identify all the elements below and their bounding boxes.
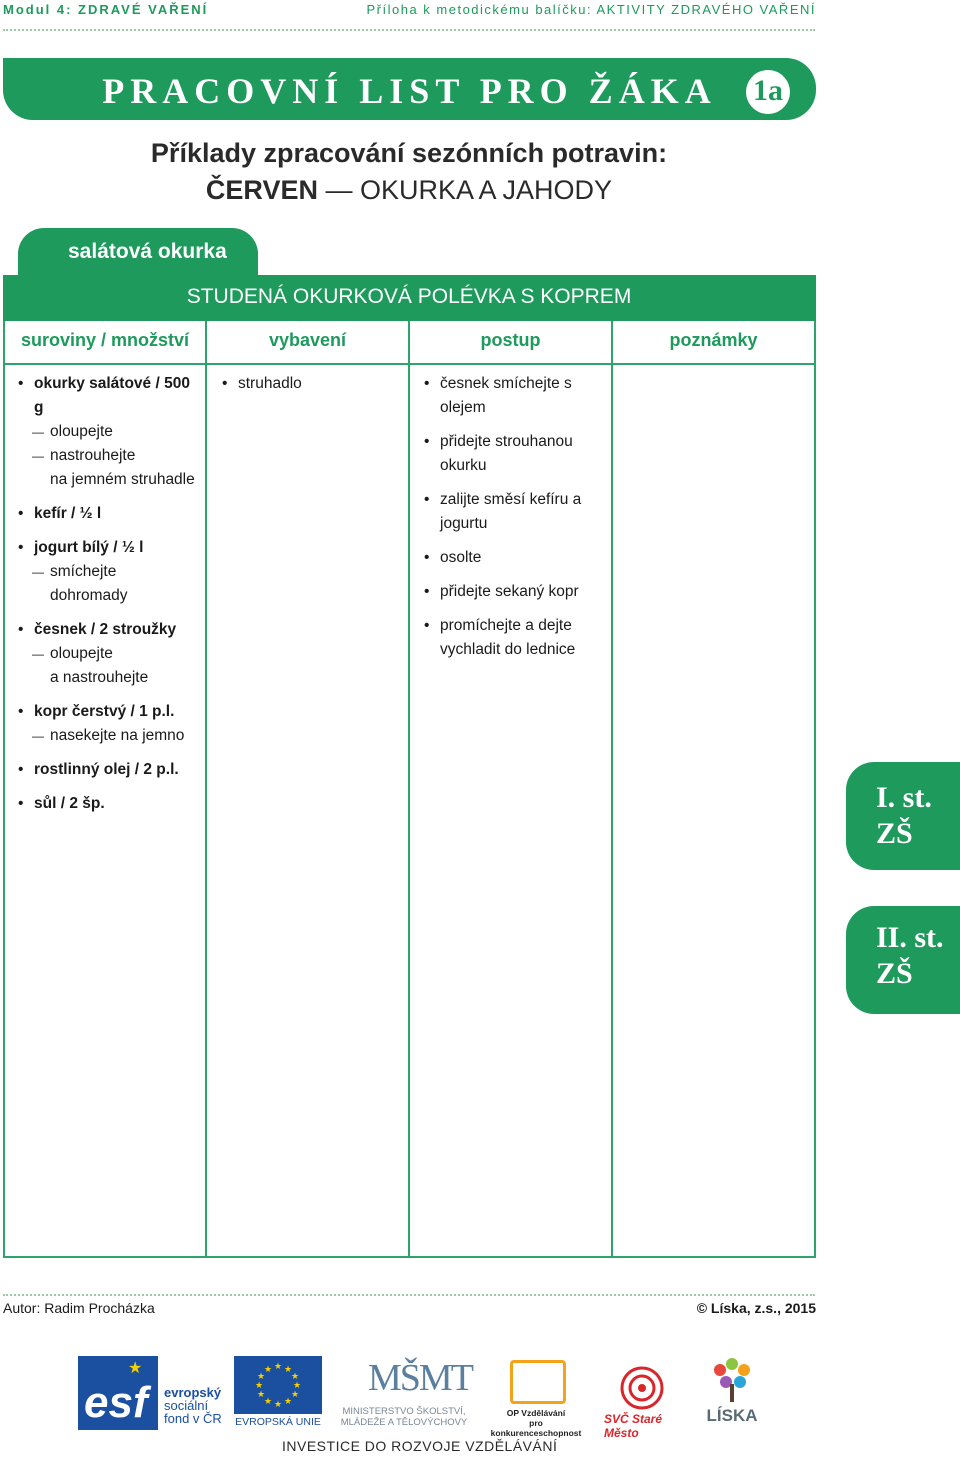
module-label: Modul 4: ZDRAVÉ VAŘENÍ	[3, 2, 209, 17]
step-text: zalijte směsí kefíru a jogurtu	[440, 491, 582, 532]
liska-label: LÍSKA	[706, 1406, 758, 1425]
author-credit: Autor: Radim Procházka	[3, 1300, 155, 1316]
ingredient-item	[18, 502, 198, 526]
op-line1: OP Vzdělávání	[506, 1408, 566, 1418]
spiral-icon	[612, 1362, 672, 1412]
worksheet-badge: 1a	[746, 70, 790, 114]
ingredient-instruction: na jemném struhadle	[50, 471, 195, 488]
attachment-label: Příloha k metodickému balíčku: AKTIVITY ZDRAVÉHO VAŘENÍ	[366, 2, 816, 17]
esf-logo	[78, 1356, 228, 1430]
equipment-name: struhadlo	[238, 375, 302, 392]
equipment-item	[222, 372, 402, 396]
eu-flag-icon	[234, 1356, 322, 1414]
ingredient-name: okurky salátové / 500 g	[34, 375, 190, 416]
column-header-notes: poznámky	[669, 330, 758, 350]
step-text: osolte	[440, 549, 482, 566]
ingredient-instruction: — smíchejte dohromady	[34, 560, 198, 608]
table-column-divider	[408, 321, 410, 1258]
msmt-logo	[328, 1356, 480, 1430]
ingredient-instruction: — nastrouhejte	[34, 444, 198, 468]
liska-tree-icon	[708, 1356, 756, 1402]
svg-text:★: ★	[283, 1365, 293, 1375]
svg-text:★: ★	[283, 1397, 293, 1407]
ingredient-name: česnek / 2 stroužky	[34, 621, 177, 638]
svg-text:★: ★	[254, 1381, 264, 1391]
step-text: promíchejte a dejte vychladit do lednice	[440, 617, 576, 658]
ingredient-instruction: — oloupejte	[34, 420, 198, 444]
level-1-line2: ZŠ	[876, 817, 913, 850]
ingredient-tab-label: salátová okurka	[68, 240, 227, 263]
step-item	[424, 372, 594, 420]
column-header-ingredients: suroviny / množství	[20, 330, 190, 350]
subtitle-line1: Příklady zpracování sezónních potravin:	[150, 138, 668, 168]
esf-text	[164, 1386, 222, 1425]
table-border-right	[814, 321, 816, 1258]
step-text: česnek smíchejte s olejem	[440, 375, 572, 416]
column-header-equipment: vybavení	[268, 330, 347, 350]
esf-mark	[78, 1356, 158, 1430]
footer-divider	[3, 1294, 815, 1296]
ingredient-name: jogurt bílý / ½ l	[34, 539, 144, 556]
op-text	[486, 1408, 586, 1438]
ingredient-item	[18, 618, 198, 690]
step-item	[424, 546, 594, 570]
subtitle-line2	[0, 175, 818, 206]
svg-text:★: ★	[263, 1397, 273, 1407]
ingredient-name: kopr čerstvý / 1 p.l.	[34, 703, 175, 720]
level-tab-1	[846, 762, 960, 870]
table-border-left	[3, 321, 5, 1258]
eu-logo	[234, 1356, 322, 1430]
liska-logo	[702, 1356, 762, 1430]
svg-text:★: ★	[292, 1381, 302, 1391]
ingredient-name: sůl / 2 šp.	[34, 795, 105, 812]
svg-text:★: ★	[290, 1372, 300, 1382]
svc-label: SVČ Staré Město	[604, 1412, 663, 1440]
svc-logo	[590, 1356, 700, 1440]
ingredient-instruction: — oloupejte	[34, 642, 198, 666]
svg-text:★: ★	[256, 1390, 266, 1400]
op-line2: pro konkurenceschopnost	[490, 1418, 582, 1438]
esf-line3: fond v ČR	[164, 1411, 222, 1426]
op-mark-icon	[510, 1360, 566, 1404]
subtitle-rest: — OKURKA A JAHODY	[317, 175, 613, 205]
table-column-divider	[205, 321, 207, 1258]
msmt-mark-icon: MŠMT	[368, 1357, 472, 1399]
step-item	[424, 614, 594, 662]
header-divider	[3, 29, 815, 31]
level-2-line1: II. st.	[876, 921, 944, 954]
table-column-divider	[611, 321, 613, 1258]
svg-text:★: ★	[290, 1390, 300, 1400]
ingredient-instruction: a nastrouhejte	[50, 669, 149, 686]
equipment-list	[222, 372, 402, 406]
ingredient-item	[18, 700, 198, 748]
steps-list	[424, 372, 594, 672]
ingredient-instruction: — nasekejte na jemno	[34, 724, 198, 748]
step-text: přidejte strouhanou okurku	[440, 433, 573, 474]
copyright: © Líska, z.s., 2015	[696, 1300, 816, 1316]
step-item	[424, 488, 594, 536]
esf-letters-icon: esf	[84, 1378, 148, 1427]
investice-slogan: INVESTICE DO ROZVOJE VZDĚLÁVÁNÍ	[282, 1438, 558, 1454]
subtitle-month: ČERVEN	[205, 175, 318, 205]
ingredient-name: rostlinný olej / 2 p.l.	[34, 761, 179, 778]
ingredient-item	[18, 536, 198, 608]
step-item	[424, 580, 594, 604]
worksheet-title: PRACOVNÍ LIST PRO ŽÁKA	[102, 71, 717, 111]
svg-text:★: ★	[256, 1372, 266, 1382]
esf-line1: evropský	[164, 1385, 222, 1400]
table-header-rule	[3, 363, 816, 365]
ingredient-item	[18, 792, 198, 816]
level-tab-2	[846, 906, 960, 1014]
svg-text:★: ★	[273, 1362, 283, 1372]
svg-text:★: ★	[273, 1400, 283, 1410]
msmt-line2: MLÁDEŽE A TĚLOVÝCHOVY	[340, 1417, 468, 1428]
column-header-steps: postup	[480, 330, 541, 350]
eu-label: EVROPSKÁ UNIE	[235, 1416, 321, 1428]
esf-line2: sociální	[164, 1398, 209, 1413]
ingredient-name: kefír / ½ l	[34, 505, 102, 522]
level-1-line1: I. st.	[876, 781, 932, 814]
eu-stars-icon	[234, 1356, 322, 1414]
ingredients-list	[18, 372, 198, 826]
ingredient-item	[18, 372, 198, 492]
op-logo	[486, 1356, 586, 1438]
table-border-bottom	[3, 1256, 816, 1258]
level-2-line2: ZŠ	[876, 957, 913, 990]
ingredient-item	[18, 758, 198, 782]
title-banner	[3, 58, 816, 120]
star-icon: ★	[128, 1360, 143, 1377]
step-text: přidejte sekaný kopr	[440, 583, 579, 600]
msmt-text	[328, 1406, 480, 1428]
svg-text:★: ★	[263, 1365, 273, 1375]
msmt-line1: MINISTERSTVO ŠKOLSTVÍ,	[342, 1406, 466, 1417]
step-item	[424, 430, 594, 478]
recipe-title: STUDENÁ OKURKOVÁ POLÉVKA S KOPREM	[186, 285, 632, 308]
